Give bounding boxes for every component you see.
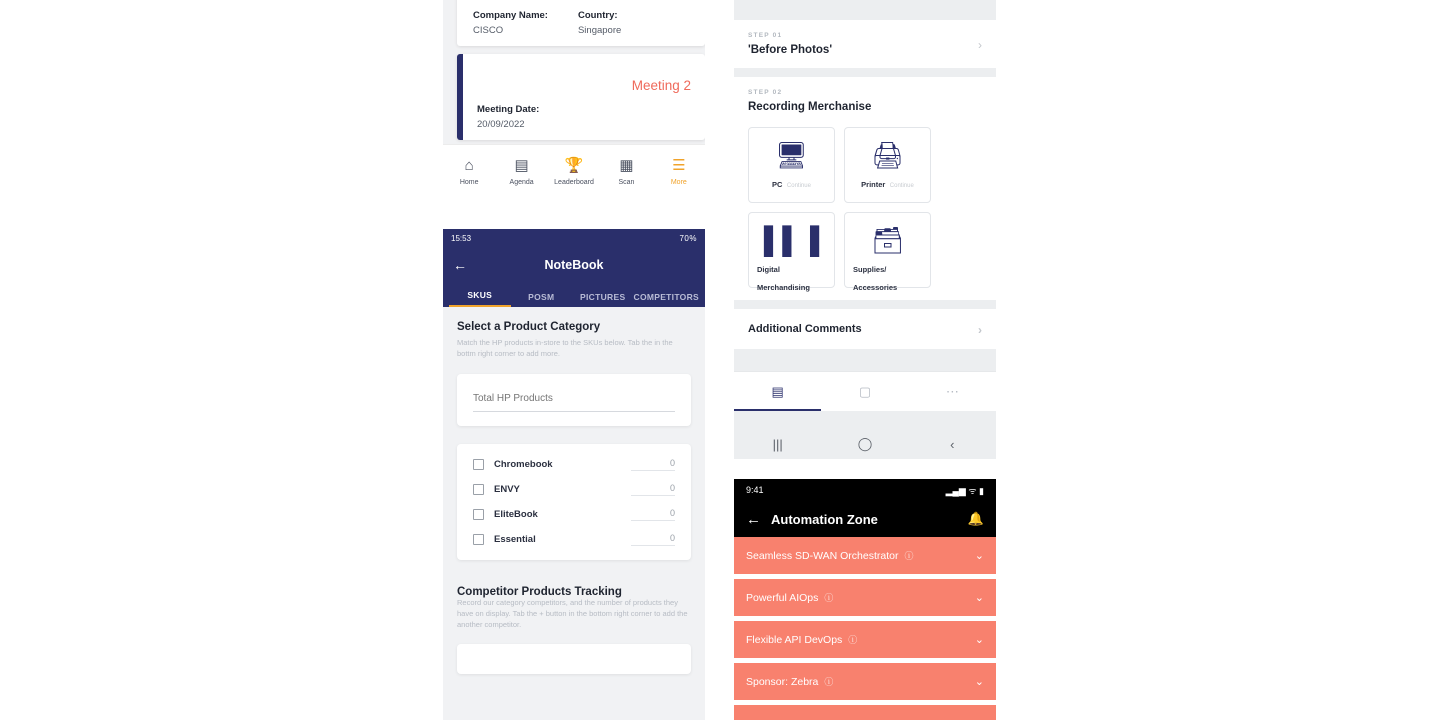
list-item-label: Seamless SD-WAN Orchestrator xyxy=(746,549,899,562)
total-products-card xyxy=(457,374,691,426)
agenda-icon: ▤ xyxy=(514,156,529,174)
tab-agenda-label: Agenda xyxy=(509,178,534,186)
checkbox-icon[interactable] xyxy=(473,459,484,470)
back-icon[interactable]: ‹ xyxy=(950,436,955,452)
tile-digital-merchandising[interactable] xyxy=(748,212,835,292)
additional-comments-label: Additional Comments xyxy=(748,323,862,335)
tab-skus[interactable]: SKUS xyxy=(449,290,511,307)
tab-more[interactable] xyxy=(653,156,705,186)
meeting-card-2[interactable] xyxy=(457,54,705,140)
chevron-right-icon[interactable]: › xyxy=(978,323,982,337)
info-icon[interactable]: ⓘ xyxy=(904,551,914,561)
checkbox-icon[interactable] xyxy=(473,509,484,520)
tab-home-label: Home xyxy=(459,178,479,186)
bottom-tab-bar xyxy=(443,144,705,196)
notebook-screen xyxy=(443,229,705,720)
tab-more-label: More xyxy=(670,178,687,186)
tab-pictures[interactable]: PICTURES xyxy=(580,292,626,302)
notebook-status-bar xyxy=(443,229,705,247)
meeting1-company-label: Company Name: xyxy=(473,10,548,21)
meeting1-field-company xyxy=(473,10,548,36)
total-hp-products-input[interactable] xyxy=(473,391,675,412)
tile-pc-label: PC xyxy=(772,180,783,189)
automation-header xyxy=(734,501,996,537)
chevron-down-icon[interactable]: ⌄ xyxy=(974,592,984,604)
tab-scan[interactable] xyxy=(600,156,652,186)
back-arrow-icon[interactable]: ← xyxy=(453,257,467,273)
chevron-right-icon[interactable]: › xyxy=(978,38,982,52)
chevron-down-icon[interactable]: ⌄ xyxy=(974,634,984,646)
meeting1-company-value: CISCO xyxy=(473,25,504,36)
notebook-body xyxy=(443,307,705,674)
sku-name: Essential xyxy=(494,533,536,545)
tile-printer-label: Printer xyxy=(861,180,886,189)
tile-pc[interactable] xyxy=(748,127,835,203)
tab-home[interactable] xyxy=(443,156,495,186)
step-02-eyebrow: STEP 02 xyxy=(748,89,783,96)
automation-zone-screen xyxy=(734,479,996,720)
sku-count[interactable]: 0 xyxy=(631,533,675,546)
meeting1-field-country xyxy=(578,10,621,36)
step-01-eyebrow: STEP 01 xyxy=(748,32,783,39)
list-item-label: Flexible API DevOps xyxy=(746,633,843,646)
sku-row[interactable] xyxy=(473,452,675,477)
notebook-tabs xyxy=(443,283,705,307)
list-item[interactable] xyxy=(734,621,996,658)
tab-posm[interactable]: POSM xyxy=(528,292,555,302)
sku-row[interactable] xyxy=(473,477,675,502)
notebook-title: NoteBook xyxy=(544,258,604,272)
segment-card[interactable]: ▤ xyxy=(734,372,821,411)
meetings-panel xyxy=(443,0,705,196)
tile-printer-sub: Continue xyxy=(889,183,914,189)
tab-scan-label: Scan xyxy=(618,178,635,186)
segment-more[interactable]: ⋯ xyxy=(945,384,959,399)
step-02-title: Recording Merchanise xyxy=(748,101,872,113)
meeting2-field-date xyxy=(477,104,539,130)
list-item[interactable] xyxy=(734,537,996,574)
sku-count[interactable]: 0 xyxy=(631,483,675,496)
meeting2-date-label: Meeting Date: xyxy=(477,104,540,115)
step-01-card[interactable] xyxy=(734,20,996,68)
sku-count[interactable]: 0 xyxy=(631,458,675,471)
home-circle-icon[interactable]: ◯ xyxy=(857,436,873,451)
sku-row[interactable] xyxy=(473,527,675,552)
tile-supplies-accessories[interactable] xyxy=(844,212,931,292)
notebook-header xyxy=(443,247,705,283)
list-item[interactable] xyxy=(734,579,996,616)
chevron-down-icon[interactable]: ⌄ xyxy=(974,550,984,562)
recents-icon[interactable]: ||| xyxy=(772,436,783,452)
chevron-down-icon[interactable]: ⌄ xyxy=(974,676,984,688)
status-indicators: 70% xyxy=(679,233,697,243)
monitor-icon: 🖥 xyxy=(774,140,808,170)
tile-supplies-label: Supplies/ Accessories xyxy=(853,265,898,292)
checkbox-icon[interactable] xyxy=(473,534,484,545)
meeting1-country-label: Country: xyxy=(577,10,618,21)
status-time: 15:53 xyxy=(451,233,472,243)
info-icon[interactable]: ⓘ xyxy=(824,677,834,687)
automation-status-bar xyxy=(734,479,996,501)
meeting2-date-value: 20/09/2022 xyxy=(477,119,525,130)
tab-leaderboard-label: Leaderboard xyxy=(554,178,594,186)
additional-comments-row[interactable] xyxy=(734,309,996,349)
competitor-tracking-heading: Competitor Products Tracking xyxy=(457,585,622,598)
tab-leaderboard[interactable] xyxy=(548,156,600,186)
home-icon: ⌂ xyxy=(464,156,474,174)
supplies-icon: 🗃 xyxy=(870,225,904,255)
scan-icon: ▦ xyxy=(619,156,634,174)
list-item-label: Powerful AIOps xyxy=(746,591,819,604)
product-category-sub: Match the HP products in-store to the SKUs below. Tab the in the bottm right corner to add more. xyxy=(457,338,673,358)
android-nav-bar xyxy=(734,429,996,459)
step-01-title: 'Before Photos' xyxy=(748,44,833,56)
sku-name: ENVY xyxy=(494,483,520,495)
merchandise-tiles xyxy=(748,127,982,292)
sku-name: Chromebook xyxy=(494,458,553,470)
sku-count[interactable]: 0 xyxy=(631,508,675,521)
sku-list-card xyxy=(457,444,691,560)
automation-title: Automation Zone xyxy=(771,511,878,527)
status-time: 9:41 xyxy=(746,485,764,495)
meeting-card-1[interactable] xyxy=(457,0,705,46)
barcode-icon: ▌▌▐ xyxy=(763,225,820,255)
tab-competitors[interactable]: COMPETITORS xyxy=(633,292,699,302)
info-icon[interactable]: ⓘ xyxy=(848,635,858,645)
bell-icon[interactable]: 🔔 xyxy=(967,511,984,526)
competitor-card[interactable] xyxy=(457,644,691,674)
tile-pc-sub: Continue xyxy=(786,183,811,189)
checkbox-icon[interactable] xyxy=(473,484,484,495)
steps-segment-bar xyxy=(734,371,996,411)
status-icons: ▂▄▆ ᯤ ▮ xyxy=(945,485,984,496)
competitor-tracking-sub: Record our category competitors, and the number of products they have on display. Tab the + button in the bottom right corner to add the another competitor. xyxy=(457,597,688,629)
more-icon: ☰ xyxy=(672,156,686,174)
meeting1-country-value: Singapore xyxy=(577,25,622,36)
back-arrow-icon[interactable]: ← xyxy=(746,510,761,528)
merchandising-steps-screen xyxy=(734,0,996,459)
meeting2-title: Meeting 2 xyxy=(631,78,691,93)
tab-agenda[interactable] xyxy=(495,156,547,186)
info-icon[interactable]: ⓘ xyxy=(824,593,834,603)
segment-calendar[interactable]: ▢ xyxy=(858,384,872,399)
tile-digital-label: Digital Merchandising xyxy=(757,265,810,292)
sku-row[interactable] xyxy=(473,502,675,527)
list-item[interactable] xyxy=(734,705,996,720)
list-item-label: Sponsor: Zebra xyxy=(746,675,819,688)
printer-icon: 🖨 xyxy=(870,140,904,170)
tile-printer[interactable] xyxy=(844,127,931,203)
leaderboard-icon: 🏆 xyxy=(564,156,584,174)
list-item[interactable] xyxy=(734,663,996,700)
sku-name: EliteBook xyxy=(494,508,538,520)
step-02-card xyxy=(734,77,996,300)
product-category-heading: Select a Product Category xyxy=(457,321,601,333)
